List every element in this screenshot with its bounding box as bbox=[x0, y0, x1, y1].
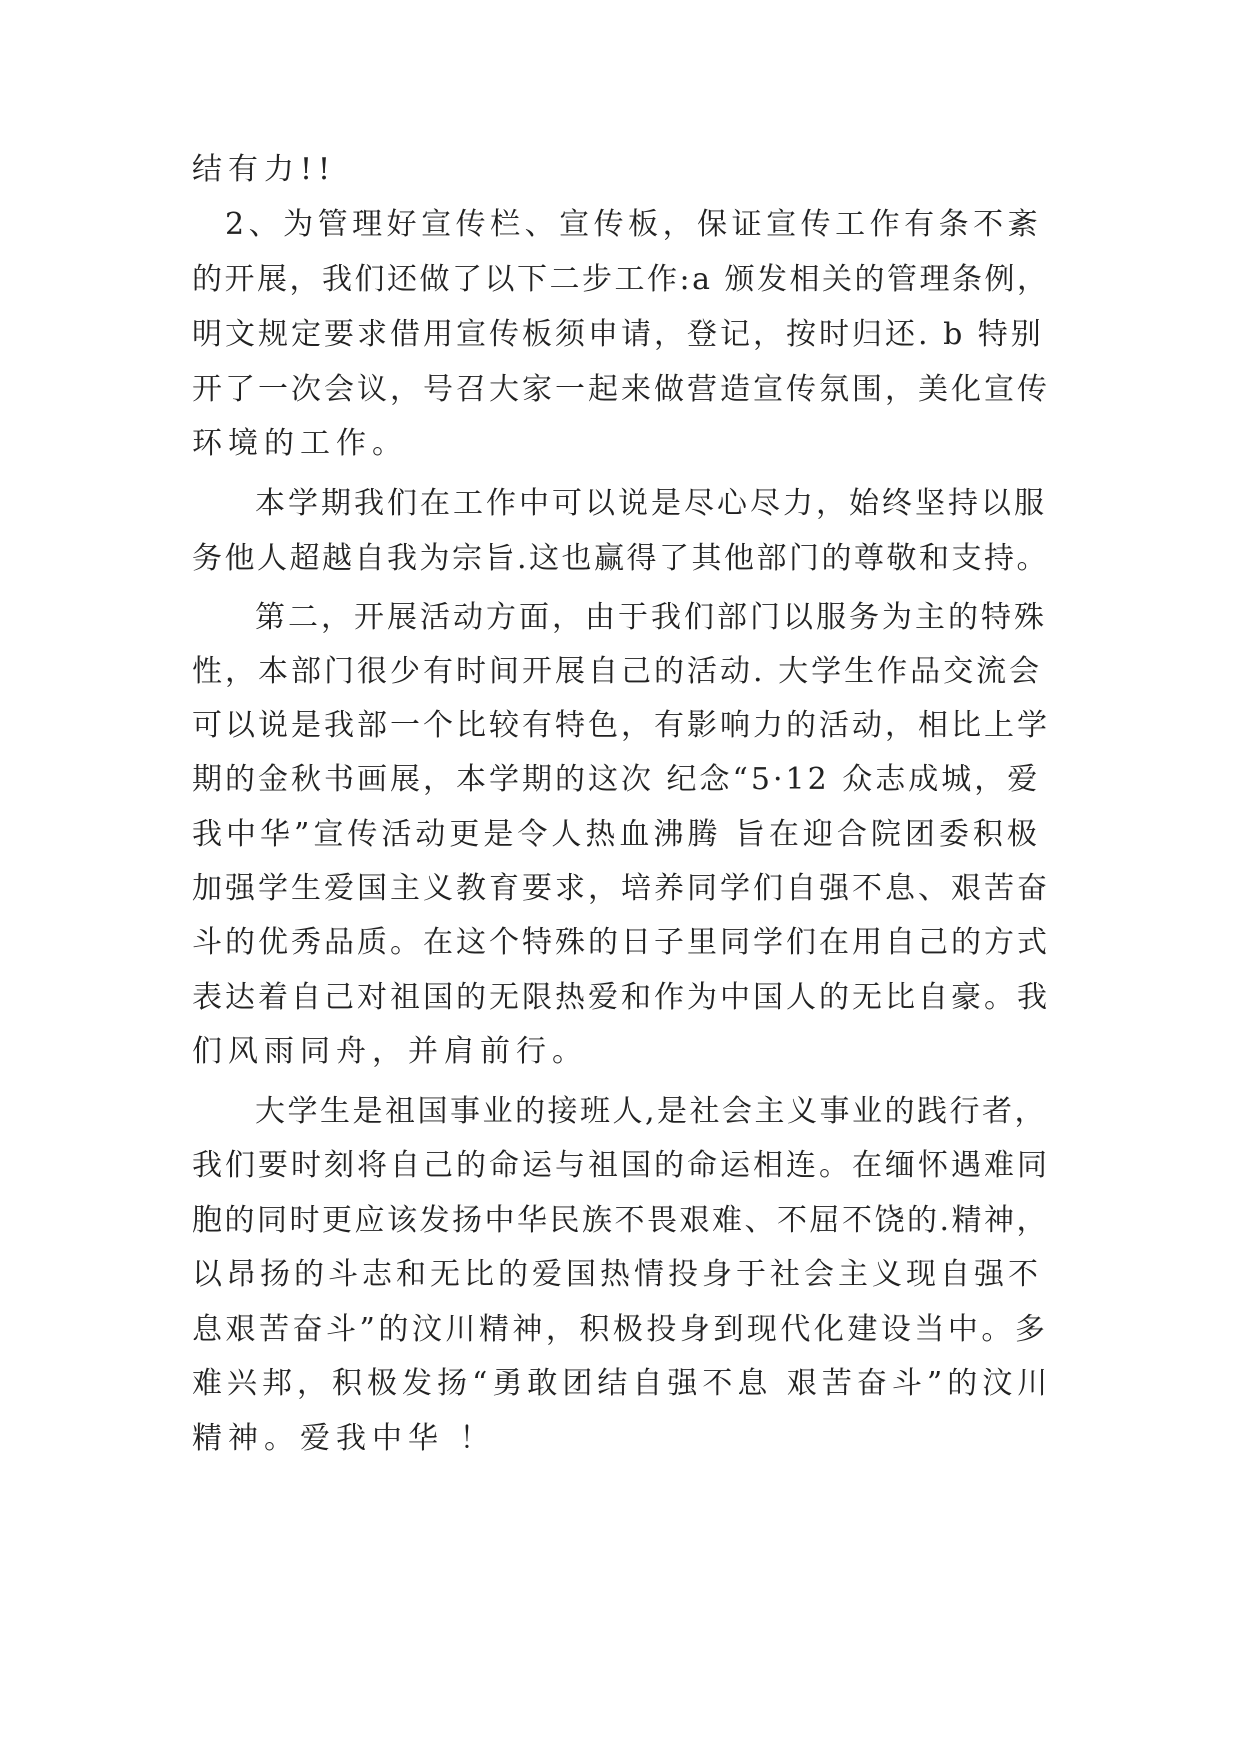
text-line-8: 务他人超越自我为宗旨.这也赢得了其他部门的尊敬和支持。 bbox=[192, 541, 1050, 576]
text-line-14: 加强学生爱国主义教育要求，培养同学们自强不息、艰苦奋 bbox=[192, 871, 1050, 906]
text-line-22: 息艰苦奋斗”的汶川精神，积极投身到现代化建设当中。多 bbox=[192, 1312, 1049, 1347]
text-line-19: 我们要时刻将自己的命运与祖国的命运相连。在缅怀遇难同 bbox=[192, 1148, 1050, 1183]
text-line-17: 们风雨同舟，并肩前行。 bbox=[192, 1034, 588, 1069]
text-line-18: 大学生是祖国事业的接班人,是社会主义事业的践行者， bbox=[255, 1094, 1048, 1129]
text-line-9: 第二，开展活动方面，由于我们部门以服务为主的特殊 bbox=[255, 600, 1047, 635]
text-line-12: 期的金秋书画展，本学期的这次 纪念“5·12 众志成城，爱 bbox=[192, 762, 1041, 797]
text-line-23: 难兴邦，积极发扬“勇敢团结自强不息 艰苦奋斗”的汶川 bbox=[192, 1366, 1053, 1401]
text-line-15: 斗的优秀品质。在这个特殊的日子里同学们在用自己的方式 bbox=[192, 925, 1050, 960]
text-line-24: 精神。爱我中华 ！ bbox=[192, 1421, 496, 1456]
text-line-7: 本学期我们在工作中可以说是尽心尽力，始终坚持以服 bbox=[255, 486, 1047, 521]
text-line-3: 的开展，我们还做了以下二步工作:a 颁发相关的管理条例， bbox=[192, 262, 1050, 297]
text-line-2: 2、为管理好宣传栏、宣传板，保证宣传工作有条不紊 bbox=[225, 207, 1043, 242]
text-line-13: 我中华”宣传活动更是令人热血沸腾 旨在迎合院团委积极 bbox=[192, 817, 1041, 852]
text-line-4: 明文规定要求借用宣传板须申请，登记，按时归还. b 特别 bbox=[192, 317, 1044, 352]
text-line-21: 以昂扬的斗志和无比的爱国热情投身于社会主义现自强不 bbox=[192, 1257, 1042, 1292]
text-line-16: 表达着自己对祖国的无限热爱和作为中国人的无比自豪。我 bbox=[192, 980, 1050, 1015]
text-line-5: 开了一次会议，号召大家一起来做营造宣传氛围，美化宣传 bbox=[192, 372, 1050, 407]
text-line-20: 胞的同时更应该发扬中华民族不畏艰难、不屈不饶的.精神， bbox=[192, 1203, 1050, 1238]
text-line-11: 可以说是我部一个比较有特色，有影响力的活动，相比上学 bbox=[192, 708, 1050, 743]
text-line-1: 结有力!! bbox=[192, 152, 337, 187]
text-line-10: 性，本部门很少有时间开展自己的活动. 大学生作品交流会 bbox=[192, 654, 1043, 689]
text-line-6: 环境的工作。 bbox=[192, 426, 408, 461]
